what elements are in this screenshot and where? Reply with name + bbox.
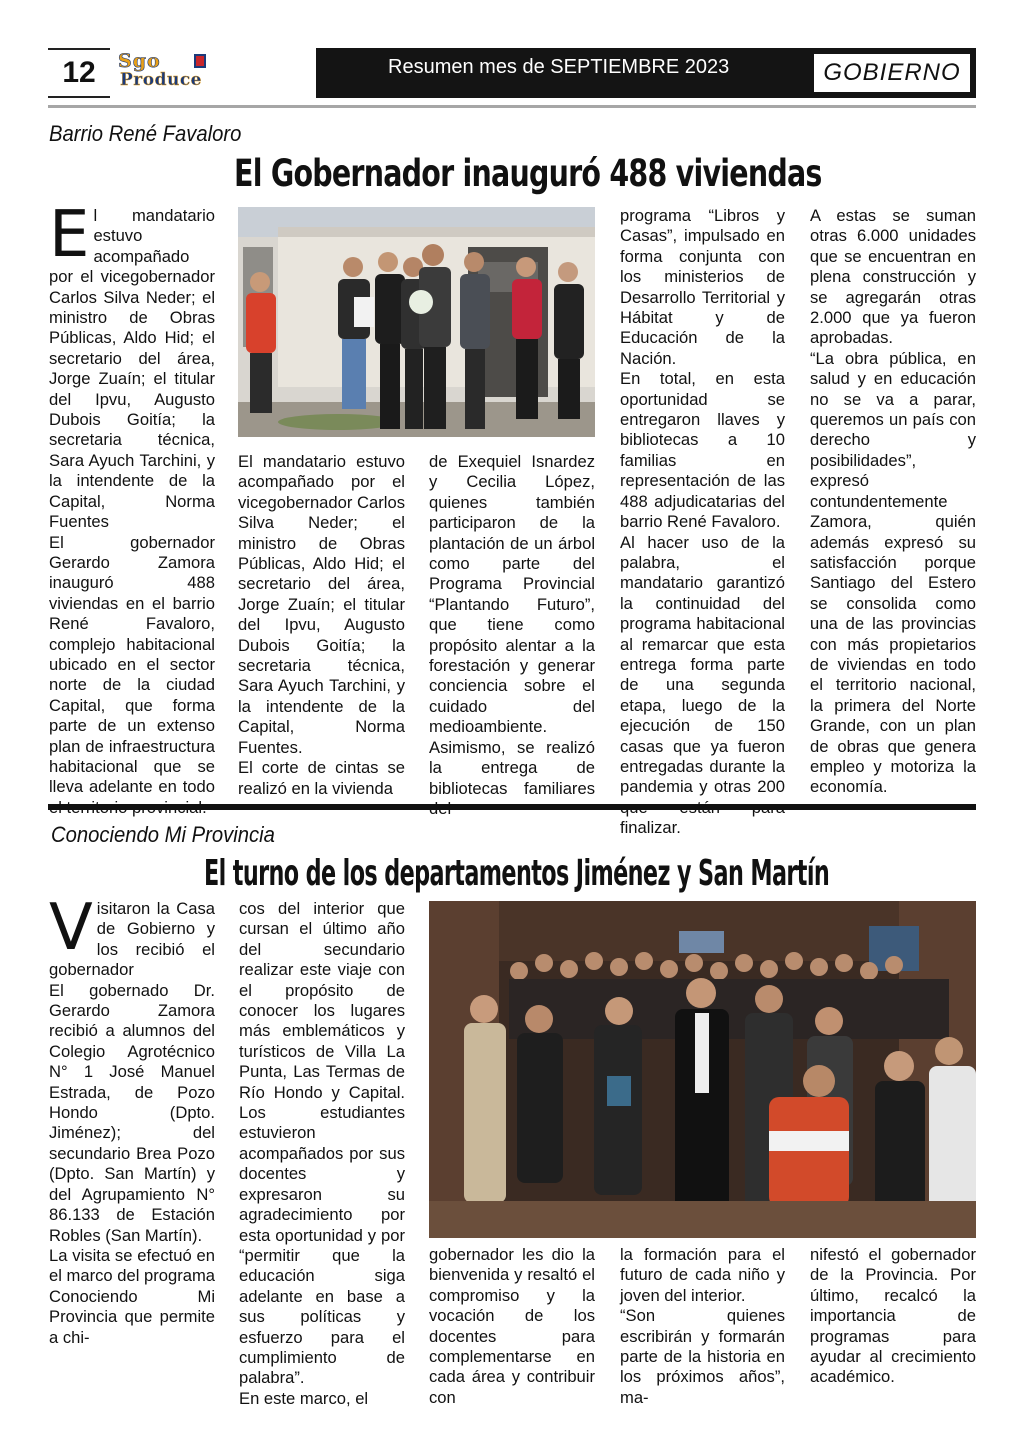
section-label-box: [814, 54, 970, 92]
publication-logo: [112, 50, 316, 96]
article2-paragraph: El gobernado Dr. Gerardo Zamora recibió a alumnos del Colegio Agrotécnico N° 1 José Manuel Estrada, de Pozo Hondo (Dpto. Jiménez); del secundario Brea Pozo (Dpto. San Martín) y del Agrupamiento N° 86.133 de Estación Robles (San Martín).: [49, 980, 215, 1245]
article2-paragraph: isitaron la Casa de Gobierno y los recibió el gobernador: [49, 899, 215, 980]
article2-paragraph: nifestó el gobernador de la Provincia. Por último, recalcó la importancia de programas para ayudar al crecimiento académico.: [810, 1245, 976, 1387]
article2-paragraph: gobernador les dio la bienvenida y resaltó el compromiso y la vocación de los docentes para complementarse en cada área y contribuir con: [429, 1245, 595, 1407]
article1-kicker: Barrio René Favaloro: [49, 121, 242, 146]
article2-paragraph: cos del interior que cursan el último año del secundario realizar este viaje con el propósito de conocer los lugares más emblemáticos y turísticos de Villa La Punta, Las Termas de Río Hondo y Capital. Los estudiantes estuvieron acompañados por sus docentes y expresaron su agradecimiento por esta oportunidad y por “permitir que la educación siga adelante en base a sus políticas y esfuerzo para el cumplimiento de palabra”.: [239, 899, 405, 1388]
article2-paragraph: la formación para el futuro de cada niño y joven del interior.: [620, 1245, 785, 1305]
article1-paragraph: El corte de cintas se realizó en la vivienda: [238, 758, 405, 798]
article2-dropcap: V: [49, 891, 93, 965]
article1-paragraph: El gobernador Gerardo Zamora inauguró 488 viviendas en el barrio René Favaloro, complejo habitacional ubicado en el sector norte de la ciudad Capital, que forma parte de un extenso plan de infraestructura habitacional que se lleva adelante en todo: [49, 532, 215, 797]
issue-summary: Resumen mes de SEPTIEMBRE 2023: [388, 56, 730, 78]
logo-flag-icon: [194, 54, 206, 68]
article1-paragraph: El mandatario estuvo acompañado por el vicegobernador Carlos Silva Neder; el ministro de Obras Públicas, Aldo Hid; el secretario del área, Jorge Zuaín; el titular del Ipvu, Augusto Dubois Goitía; la secretaria técnica, Sara Ayuch Tarchini, y la intendente de la Capital, Norma Fuentes.: [238, 452, 405, 757]
article1-column-2: [238, 452, 405, 799]
article2-column-5: [810, 1245, 976, 1388]
article1-paragraph: programa “Libros y Casas”, impulsado en forma conjunta con los ministerios de Desarrollo Territorial y Hábitat y de Educación de la Nación.: [620, 206, 785, 368]
article1-paragraph: “La obra pública, en salud y en educación no se va a parar, queremos un país con derecho y posibilidades”, expresó contundentemente Zamora, quién además expresó su satisfacción porque Santiago del Estero se consolida como una de las provincias con más propietarios de viviendas en todo el territorio nacional, la primera del Norte Grande, con un plan de obras que genera empleo y motoriza la economía.: [810, 348, 976, 797]
article-divider: [48, 804, 976, 810]
logo-line2: Produce: [120, 70, 202, 90]
article2-column-1: [49, 891, 216, 1348]
logo-line1: Sgo: [118, 50, 161, 72]
page-header: [48, 48, 976, 98]
article2-paragraph: En este marco, el: [239, 1388, 369, 1408]
article1-paragraph: Al hacer uso de la palabra, el mandatario garantizó la continuidad del programa habitacional al remarcar que esta entrega forma parte de una segunda etapa, luego de la ejecución de 150 casas que ya fueron entregadas durante la pandemia y otras 200 finalizar.: [620, 532, 785, 838]
header-bar: [316, 48, 976, 98]
article2-kicker: Conociendo Mi Provincia: [51, 822, 275, 847]
section-label: GOBIERNO: [823, 59, 961, 86]
article2-paragraph: “Son quienes escribirán y formarán parte de la historia en los próximos años”, ma-: [620, 1306, 785, 1407]
article2-photo: [429, 901, 976, 1238]
article1-paragraph: l mandatario estuvo acompañado por el vicegobernador Carlos Silva Neder; el ministro de Obras Públicas, Aldo Hid; el secretario del área, Jorge Zuaín; el titular del Ipvu, Augusto Dubois Goitía; la secretaria técnica, Sara Ayuch Tarchini, y la intendente de la Capital, Norma Fuentes: [49, 206, 215, 532]
article1-photo: [238, 207, 595, 437]
article1-headline: El Gobernador inauguró 488 viviendas: [234, 152, 822, 195]
group-visit-photo-image: [429, 901, 976, 1238]
article2-column-3: [429, 1245, 595, 1408]
article2-column-4: [620, 1245, 785, 1408]
article1-paragraph: A estas se suman otras 6.000 unidades que se encuentran en plena construcción y se agregarán otras 2.000 que ya fueron aprobadas.: [810, 206, 976, 348]
page-number-box: [48, 48, 110, 98]
article1-column-1: [49, 198, 215, 818]
article2-column-2: [239, 899, 405, 1409]
article1-column-4: [620, 206, 785, 839]
inauguration-photo-image: [238, 207, 595, 437]
article1-paragraph: En total, en esta oportunidad se entregaron llaves y bibliotecas a 10 familias en representación de las 488 adjudicatarias del barrio René Favaloro.: [620, 369, 785, 532]
article1-paragraph: de Exequiel Isnardez y Cecilia López, quienes también participaron de la plantación de un árbol como parte del Programa Provincial “Plantando Futuro”, que tiene como propósito alentar a la forestación y generar conciencia sobre el cuidado del medioambiente.: [429, 452, 595, 737]
page-number: 12: [62, 56, 96, 89]
article2-paragraph: La visita se efectuó en el marco del programa Conociendo Mi Provincia que permite a chi-: [49, 1245, 216, 1347]
article1-column-5: [810, 206, 976, 798]
article1-dropcap: E: [49, 198, 90, 272]
article1-column-3: [429, 452, 595, 819]
header-divider: [48, 105, 976, 108]
article2-headline: El turno de los departamentos Jiménez y San Martín: [204, 853, 830, 894]
article1-paragraph: Asimismo, se realizó la entrega de bibliotecas familiares: [429, 737, 595, 798]
